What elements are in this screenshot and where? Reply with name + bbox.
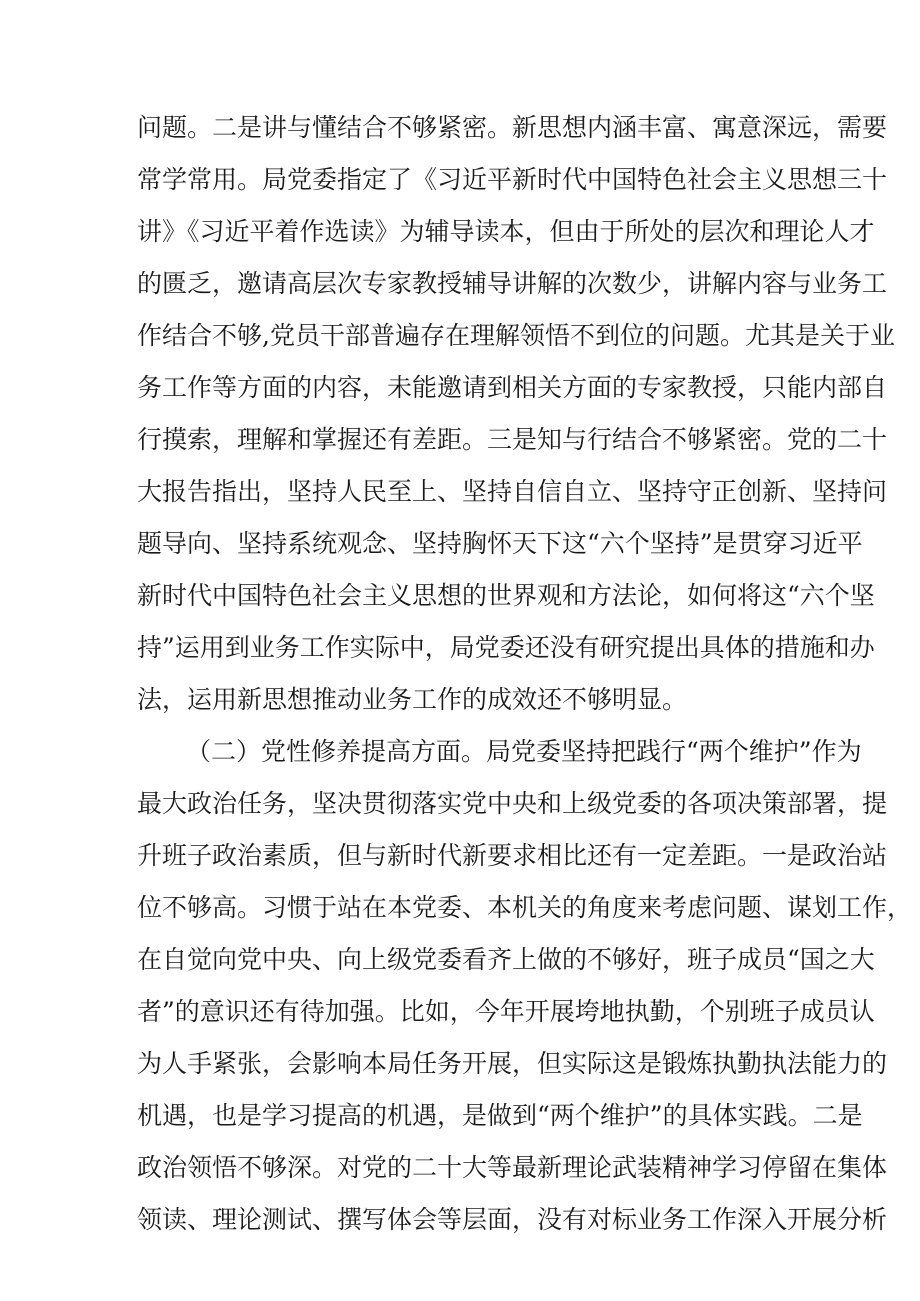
body-text-line: 务工作等方面的内容，未能邀请到相关方面的专家教授，只能内部自	[137, 373, 888, 402]
body-text-line: 为人手紧张，会影响本局任务开展，但实际这是锻炼执勤执法能力的	[137, 1049, 888, 1078]
paragraph-first-line: （二）党性修养提高方面。局党委坚持把践行“两个维护”作为	[186, 737, 862, 766]
body-text-line: 的匮乏，邀请高层次专家教授辅导讲解的次数少，讲解内容与业务工	[137, 269, 888, 298]
body-text-line: 领读、理论测试、撰写体会等层面，没有对标业务工作深入开展分析	[137, 1205, 888, 1234]
body-text-line: 题导向、坚持系统观念、坚持胸怀天下这“六个坚持”是贯穿习近平	[137, 529, 863, 558]
body-text-line: 作结合不够,党员干部普遍存在理解领悟不到位的问题。尤其是关于业	[137, 321, 895, 350]
body-text-line: 新时代中国特色社会主义思想的世界观和方法论，如何将这“六个坚	[137, 581, 875, 610]
body-text-line: 位不够高。习惯于站在本党委、本机关的角度来考虑问题、谋划工作，	[137, 893, 913, 922]
body-text-line: 机遇，也是学习提高的机遇，是做到“两个维护”的具体实践。二是	[137, 1101, 863, 1130]
body-text-line: 常学常用。局党委指定了《习近平新时代中国特色社会主义思想三十	[137, 165, 888, 194]
body-text-line: 升班子政治素质，但与新时代新要求相比还有一定差距。一是政治站	[137, 841, 888, 870]
paragraph-last-line: 法，运用新思想推动业务工作的成效还不够明显。	[137, 685, 688, 714]
body-text-line: 政治领悟不够深。对党的二十大等最新理论武装精神学习停留在集体	[137, 1153, 888, 1182]
body-text-line: 最大政治任务，坚决贯彻落实党中央和上级党委的各项决策部署，提	[137, 789, 888, 818]
body-text-line: 持”运用到业务工作实际中，局党委还没有研究提出具体的措施和办	[137, 633, 875, 662]
body-text-line: 问题。二是讲与懂结合不够紧密。新思想内涵丰富、寓意深远，需要	[137, 113, 888, 142]
body-text-line: 者”的意识还有待加强。比如，今年开展垮地执勤，个别班子成员认	[137, 997, 875, 1026]
body-text-line: 讲》《习近平着作选读》为辅导读本，但由于所处的层次和理论人才	[137, 217, 875, 246]
body-text-line: 在自觉向党中央、向上级党委看齐上做的不够好，班子成员“国之大	[137, 945, 875, 974]
body-text-line: 大报告指出，坚持人民至上、坚持自信自立、坚持守正创新、坚持问	[137, 477, 888, 506]
body-text-line: 行摸索，理解和掌握还有差距。三是知与行结合不够紧密。党的二十	[137, 425, 888, 454]
